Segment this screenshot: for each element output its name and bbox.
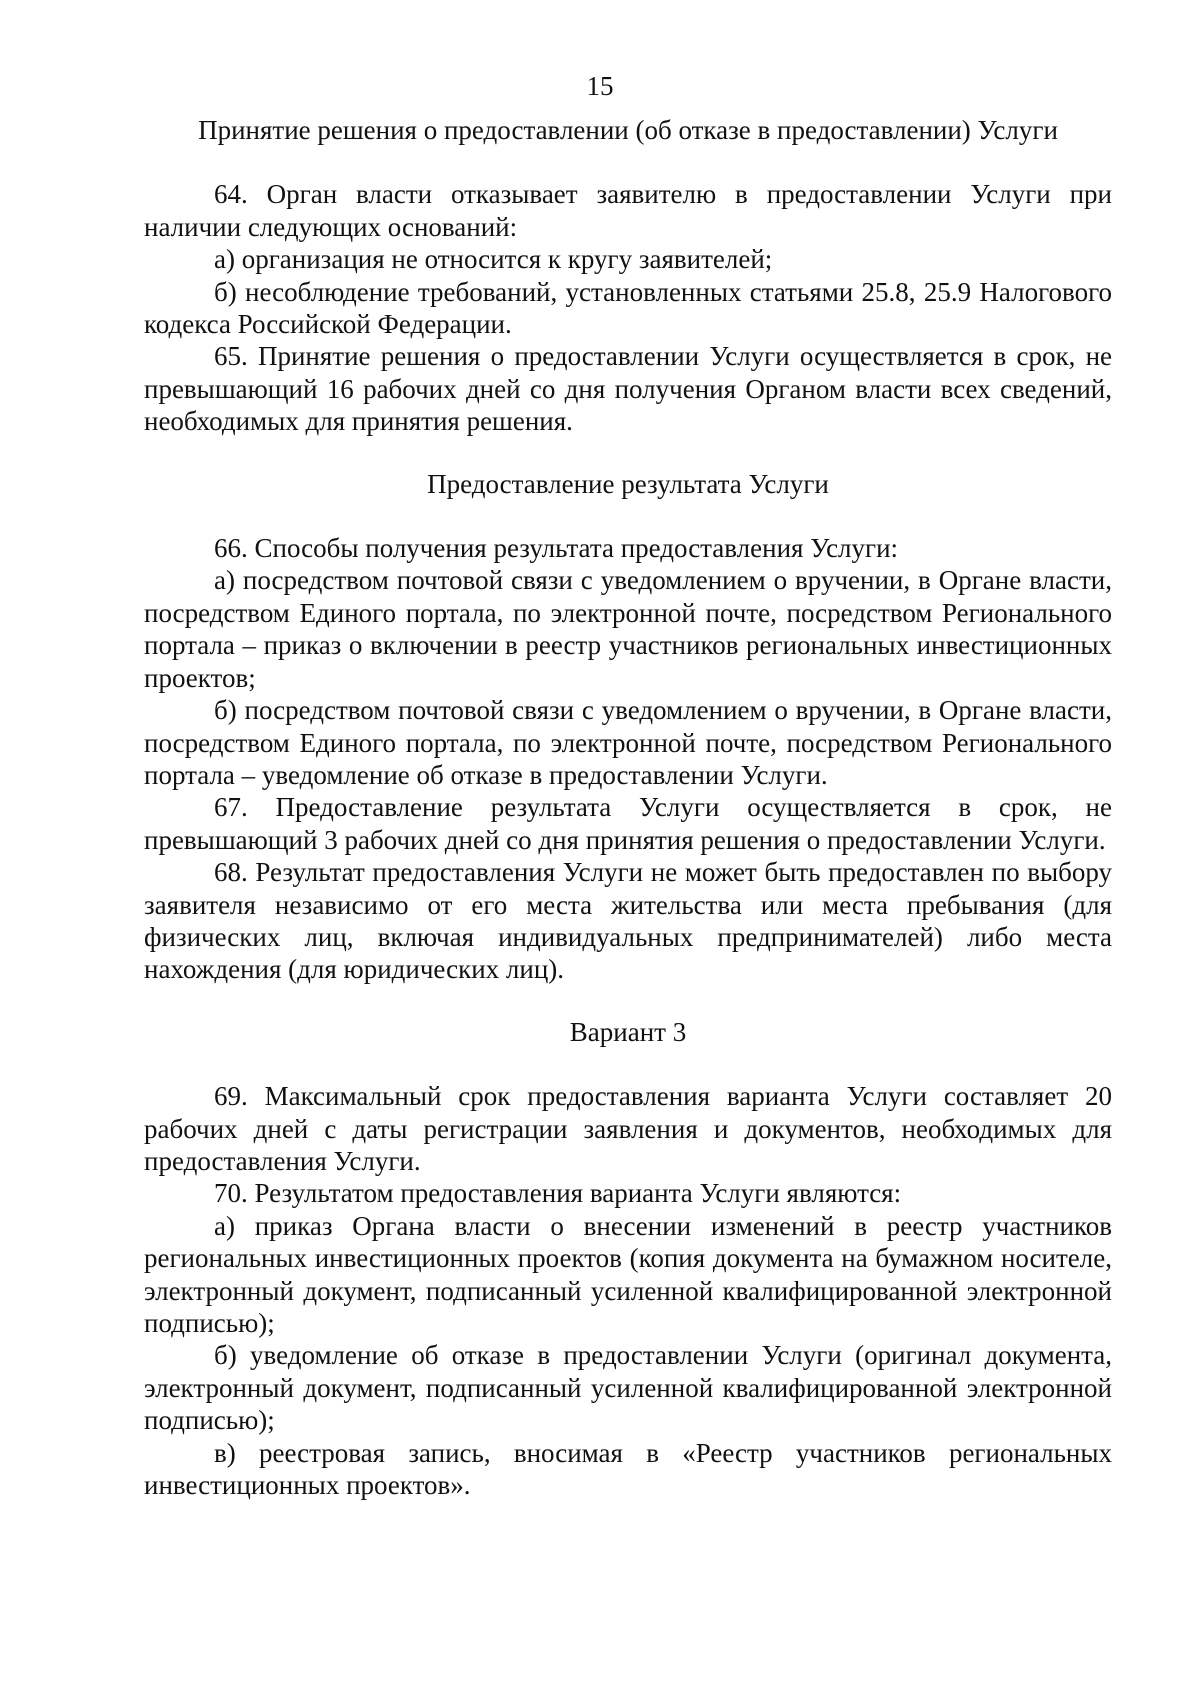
- paragraph-70: 70. Результатом предоставления варианта Услуги являются:: [214, 1178, 902, 1209]
- page-number: 15: [586, 71, 614, 101]
- paragraph-66: 66. Способы получения результата предоставления Услуги:: [214, 533, 899, 564]
- paragraph-70-c: в) реестровая запись, вносимая в «Реестр участников региональных инвестиционных проектов».: [144, 1437, 1112, 1501]
- paragraph-67: 67. Предоставление результата Услуги осуществляется в срок, не превышающий 3 рабочих дней со дня принятия решения о предоставлении Услуги.: [144, 792, 1112, 855]
- paragraph-64-b: б) несоблюдение требований, установленных статьями 25.8, 25.9 Налогового кодекса Российской Федерации.: [144, 276, 1112, 340]
- section-heading-decision: Принятие решения о предоставлении (об отказе в предоставлении) Услуги: [198, 115, 1058, 145]
- paragraph-70-b: б) уведомление об отказе в предоставлении Услуги (оригинал документа, электронный документ, подписанный усиленной квалифицированной электронной подписью);: [144, 1340, 1112, 1436]
- paragraph-69: 69. Максимальный срок предоставления варианта Услуги составляет 20 рабочих дней с даты регистрации заявления и документов, необходимых для предоставления Услуги.: [144, 1081, 1112, 1176]
- paragraph-66-a: а) посредством почтовой связи с уведомлением о вручении, в Органе власти, посредством Единого портала, по электронной почте, посредством Регионального портала – приказ о включении в реестр участников региональных инвестиционных проектов;: [144, 565, 1112, 693]
- document-body: [144, 114, 1112, 1501]
- paragraph-66-b: б) посредством почтовой связи с уведомлением о вручении, в Органе власти, посредством Единого портала, по электронной почте, посредством Регионального портала – уведомление об отказе в предоставлении Услуги.: [144, 695, 1112, 790]
- paragraph-64-a: а) организация не относится к кругу заявителей;: [214, 244, 773, 275]
- paragraph-64: 64. Орган власти отказывает заявителю в предоставлении Услуги при наличии следующих оснований:: [144, 179, 1112, 242]
- paragraph-70-a: а) приказ Органа власти о внесении изменений в реестр участников региональных инвестиционных проектов (копия документа на бумажном носителе, электронный документ, подписанный усиленной квалифицированной электронной подписью);: [144, 1210, 1112, 1338]
- paragraph-68: 68. Результат предоставления Услуги не может быть предоставлен по выбору заявителя независимо от его места жительства или места пребывания (для физических лиц, включая индивидуальных предпринимателей) либо места нахождения (для юридических лиц).: [144, 857, 1112, 985]
- section-heading-result: Предоставление результата Услуги: [427, 468, 829, 499]
- paragraph-65: 65. Принятие решения о предоставлении Услуги осуществляется в срок, не превышающий 16 рабочих дней со дня получения Органом власти всех сведений, необходимых для принятия решения.: [144, 341, 1112, 437]
- section-heading-variant-3: Вариант 3: [569, 1016, 687, 1047]
